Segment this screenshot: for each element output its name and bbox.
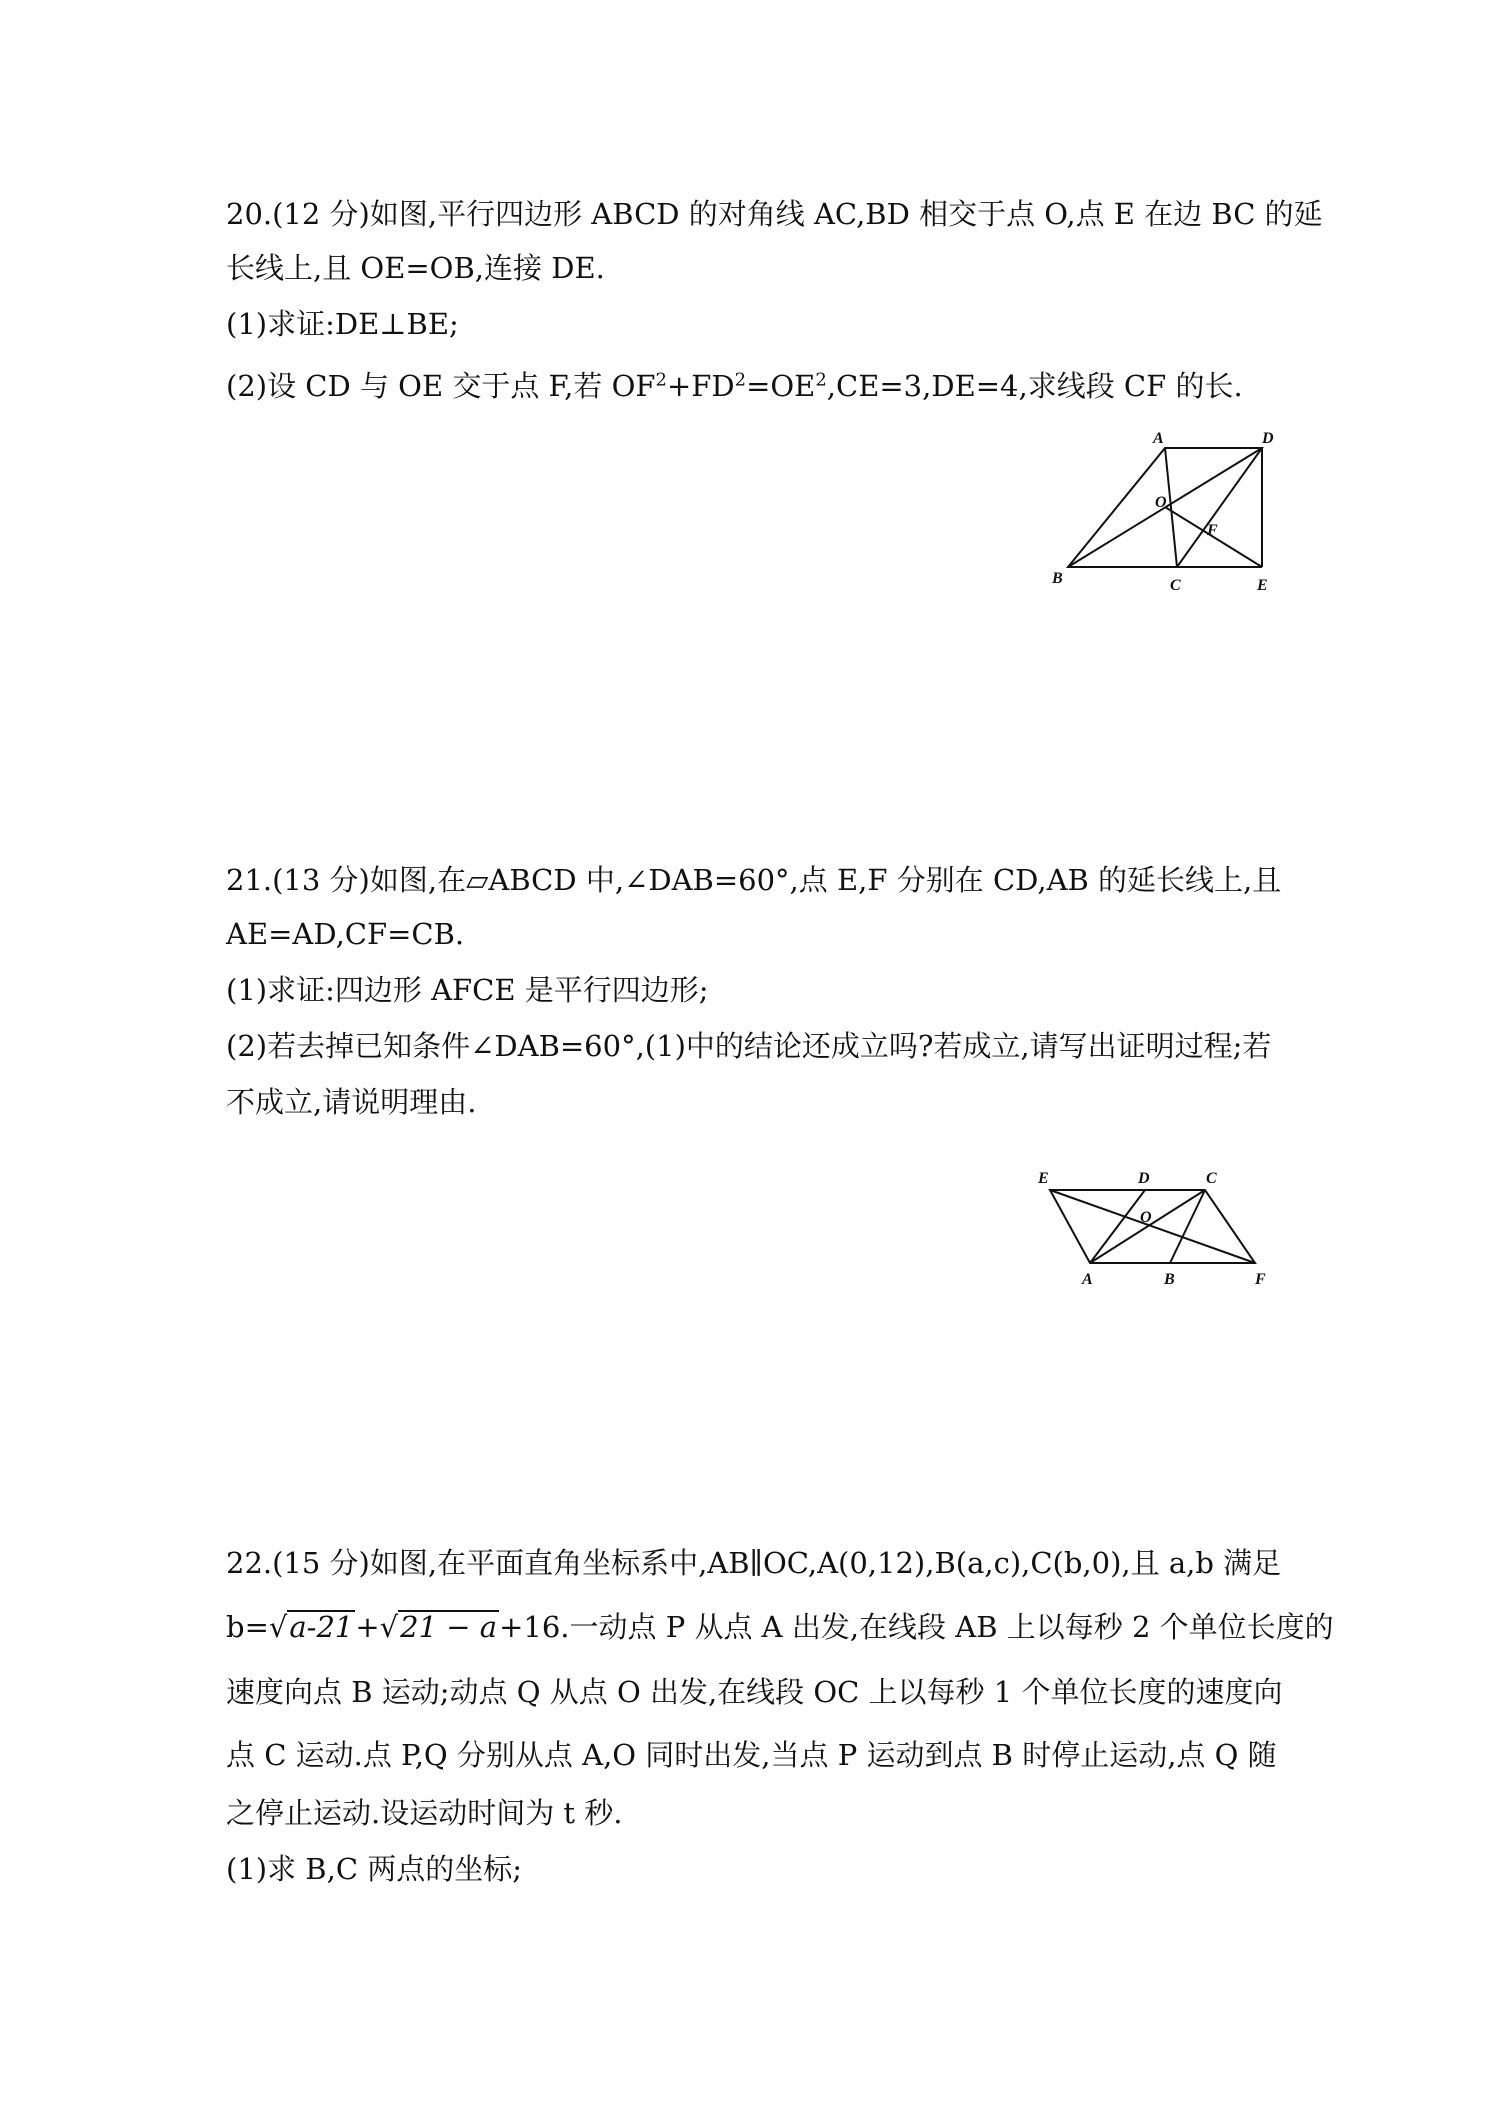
q21-line-5: 不成立,请说明理由.: [226, 1085, 477, 1119]
q22-line-5: 之停止运动.设运动时间为 t 秒.: [226, 1796, 623, 1830]
diagonal-ef: [1050, 1190, 1255, 1263]
q20-line-4c: =OE: [746, 369, 816, 403]
q21-figure: [1020, 1160, 1300, 1285]
q20-line-4d: ,CE=3,DE=4,求线段 CF 的长.: [826, 369, 1243, 403]
q21-line-4: (2)若去掉已知条件∠DAB=60°,(1)中的结论还成立吗?若成立,请写出证明过程;若: [226, 1029, 1272, 1063]
q20-figure: [1050, 425, 1290, 605]
q20-line-4: [226, 366, 1243, 406]
q22-line-2: [226, 1607, 1334, 1647]
q22-line-2-rest: +16.一动点 P 从点 A 出发,在线段 AB 上以每秒 2 个单位长度的: [499, 1610, 1334, 1644]
q20-line-4a: (2)设 CD 与 OE 交于点 F,若 OF: [226, 369, 656, 403]
q20-sq-3: 2: [815, 369, 827, 391]
q21-line-2: AE=AD,CF=CB.: [226, 917, 465, 951]
fig20-label-b: B: [1052, 570, 1063, 587]
q20-line-1: 20.(12 分)如图,平行四边形 ABCD 的对角线 AC,BD 相交于点 O,点 E 在边 BC 的延: [226, 197, 1323, 231]
q22-plus: +: [355, 1610, 380, 1644]
radicand-2: 21 − a: [400, 1610, 498, 1644]
q20-sq-2: 2: [734, 369, 747, 391]
fig21-label-f: F: [1255, 1271, 1266, 1285]
fig21-label-d: D: [1138, 1170, 1150, 1187]
q21-line-1: 21.(13 分)如图,在▱ABCD 中,∠DAB=60°,点 E,F 分别在 CD,AB 的延长线上,且: [226, 863, 1282, 897]
sqrt-sign-1: √: [268, 1610, 288, 1644]
fig20-label-e: E: [1257, 577, 1268, 594]
q22-line-3: 速度向点 B 运动;动点 Q 从点 O 出发,在线段 OC 上以每秒 1 个单位长度的速度向: [226, 1675, 1283, 1709]
fig21-label-c: C: [1206, 1170, 1217, 1187]
q20-sq-1: 2: [655, 369, 667, 391]
fig20-label-f: F: [1207, 522, 1218, 539]
q22-line-6: (1)求 B,C 两点的坐标;: [226, 1852, 523, 1886]
fig20-label-o: O: [1155, 494, 1167, 511]
radicand-1: a-21: [289, 1610, 354, 1644]
segment-ad: [1090, 1190, 1145, 1263]
fig21-label-b: B: [1164, 1271, 1175, 1285]
q21-line-3: (1)求证:四边形 AFCE 是平行四边形;: [226, 973, 709, 1007]
q22-line-1: 22.(15 分)如图,在平面直角坐标系中,AB∥OC,A(0,12),B(a,c),C(b,0),且 a,b 满足: [226, 1546, 1282, 1580]
fig20-label-d: D: [1262, 430, 1274, 447]
q20-line-3: (1)求证:DE⊥BE;: [226, 307, 459, 341]
q22-line-4: 点 C 运动.点 P,Q 分别从点 A,O 同时出发,当点 P 运动到点 B 时停止运动,点 Q 随: [226, 1738, 1277, 1772]
fig20-label-c: C: [1170, 577, 1181, 594]
fig21-label-e: E: [1038, 1170, 1049, 1187]
fig20-label-a: A: [1153, 430, 1164, 447]
fig21-label-o: O: [1140, 1209, 1152, 1226]
q20-line-4b: +FD: [666, 369, 735, 403]
q22-line-2-b: b=: [226, 1610, 269, 1644]
sqrt-sign-2: √: [379, 1610, 399, 1644]
fig21-label-a: A: [1082, 1271, 1093, 1285]
q20-line-2: 长线上,且 OE=OB,连接 DE.: [226, 251, 605, 285]
